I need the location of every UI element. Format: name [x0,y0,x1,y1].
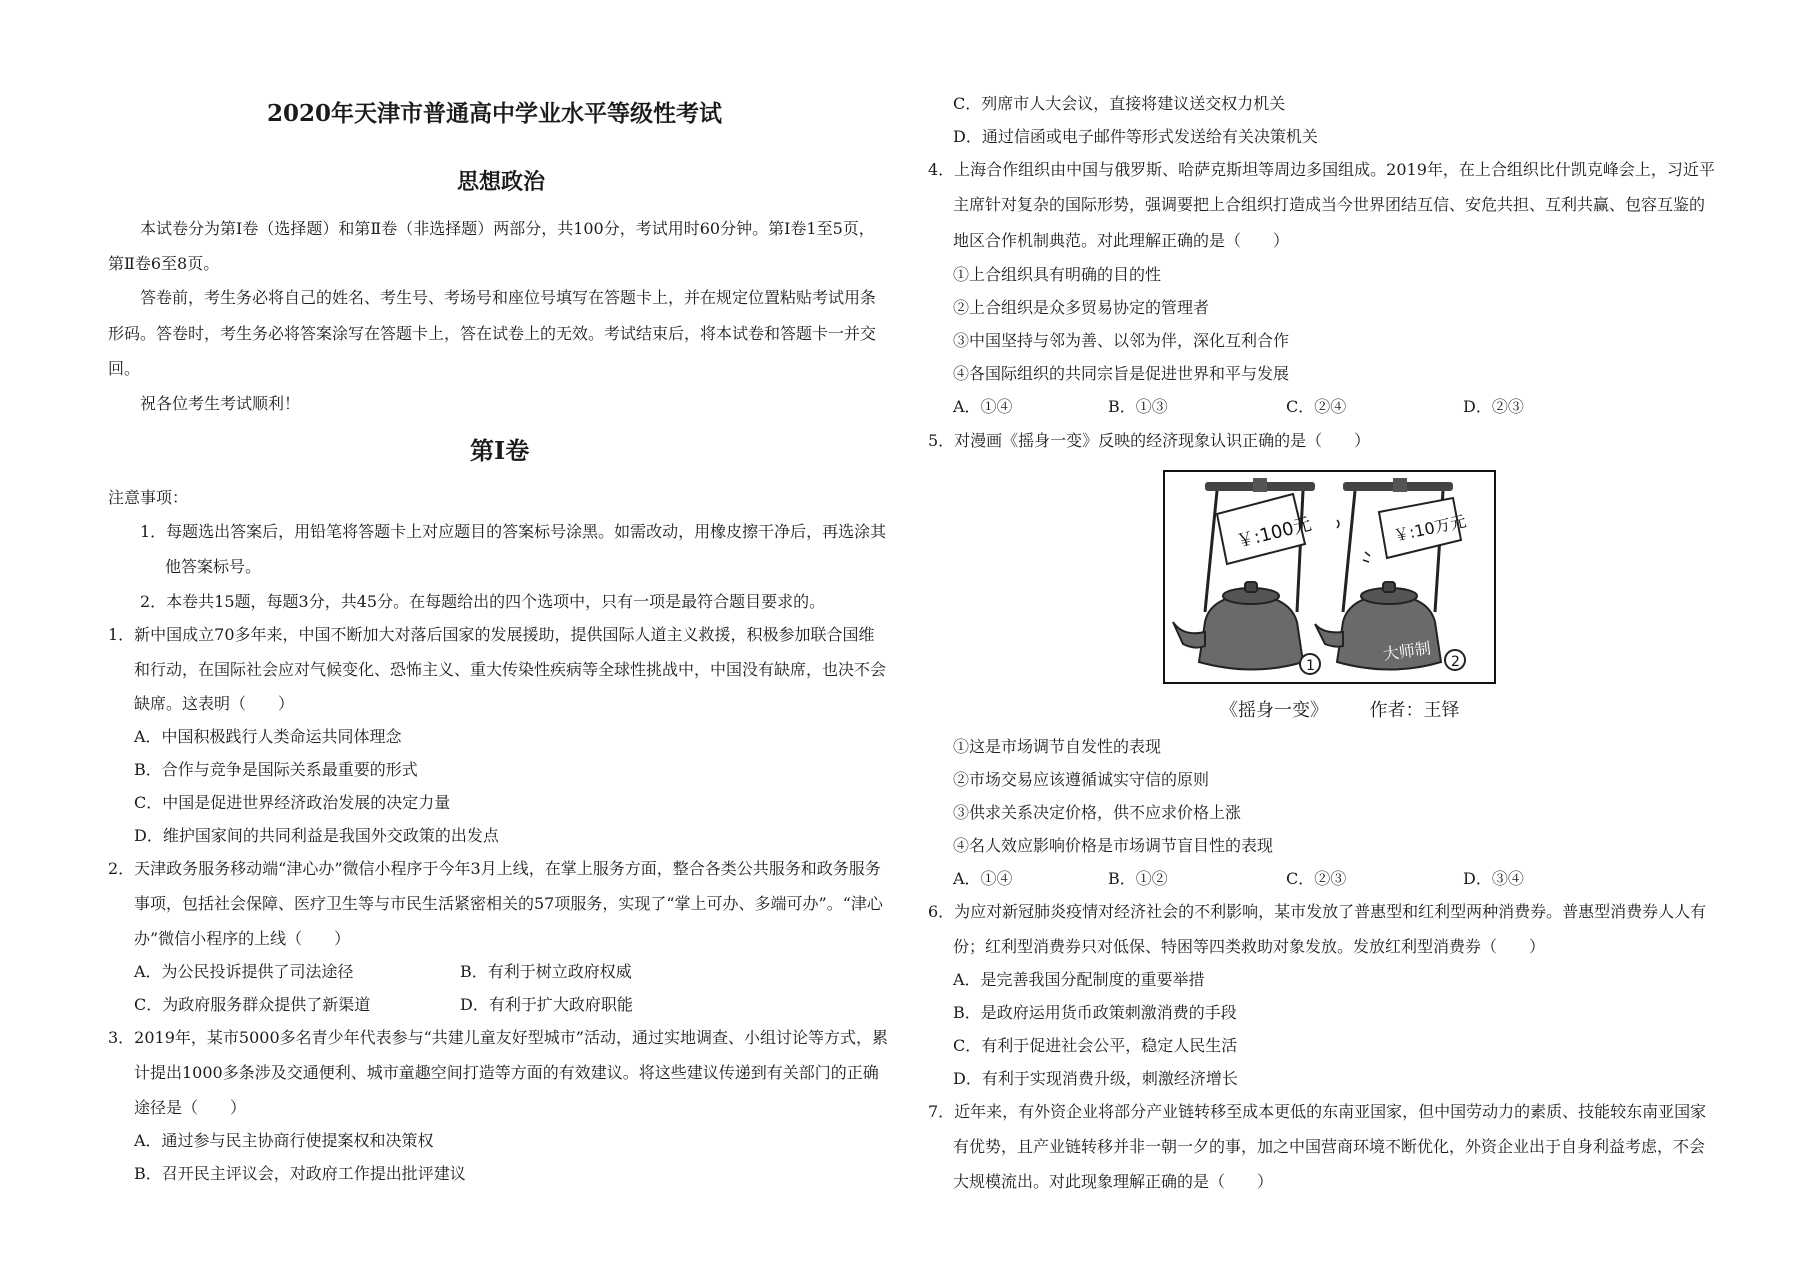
intro-paragraph-2-line-2: 形码。答卷时，考生务必将答案涂写在答题卡上，答在试卷上的无效。考试结束后，将本试卷和答题卡一并交 [108,324,877,343]
q2-option-c: C．为政府服务群众提供了新渠道 [134,995,371,1014]
q3-stem-line-3: 途径是（ ） [134,1098,247,1117]
q7-stem-line-2: 有优势，且产业链转移并非一朝一夕的事，加之中国营商环境不断优化，外资企业出于自身利益考虑，不会 [953,1137,1706,1156]
q5-stem: 5．对漫画《摇身一变》反映的经济现象认识正确的是（ ） [928,431,1371,450]
q1-option-a: A．中国积极践行人类命运共同体理念 [134,727,402,746]
q2-stem-line-1: 2．天津政务服务移动端“津心办”微信小程序于今年3月上线，在掌上服务方面，整合各类公共服务和政务服务 [108,859,881,878]
cartoon-caption-author: 作者：王铎 [1369,700,1460,721]
q4-statement-1: ①上合组织具有明确的目的性 [953,265,1162,284]
q1-stem-line-2: 和行动，在国际社会应对气候变化、恐怖主义、重大传染性疾病等全球性挑战中，中国没有缺席，也决不会 [134,660,887,679]
q3-stem-line-1: 3．2019年，某市5000多名青少年代表参与“共建儿童友好型城市”活动，通过实地调查、小组讨论等方式，累 [108,1028,888,1047]
q4-option-a: A．①④ [953,397,1013,416]
q5-option-d: D．③④ [1463,869,1524,888]
section-1-title: 第Ⅰ卷 [470,436,530,465]
q7-stem-line-1: 7．近年来，有外资企业将部分产业链转移至成本更低的东南亚国家，但中国劳动力的素质、技能较东南亚国家 [928,1102,1707,1121]
q4-stem-line-2: 主席针对复杂的国际形势，强调要把上合组织打造成当今世界团结互信、安危共担、互利共赢、包容互鉴的 [953,195,1706,214]
q2-option-d: D．有利于扩大政府职能 [460,995,633,1014]
intro-paragraph-1-line-2: 第Ⅱ卷6至8页。 [108,254,220,273]
q4-stem-line-1: 4．上海合作组织由中国与俄罗斯、哈萨克斯坦等周边多国组成。2019年，在上合组织比什凯克峰会上，习近平 [928,160,1715,179]
master-made-label: 大师制 [1381,638,1433,664]
q6-stem-line-2: 份；红利型消费券只对低保、特困等四类救助对象发放。发放红利型消费券（ ） [953,937,1546,956]
q3-option-c: C．列席市人大会议，直接将建议送交权力机关 [953,94,1286,113]
q4-statement-4: ④各国际组织的共同宗旨是促进世界和平与发展 [953,364,1290,383]
q2-option-a: A．为公民投诉提供了司法途径 [134,962,354,981]
q3-option-d: D．通过信函或电子邮件等形式发送给有关决策机关 [953,127,1318,146]
q6-option-d: D．有利于实现消费升级，刺激经济增长 [953,1069,1238,1088]
q4-option-d: D．②③ [1463,397,1524,416]
intro-paragraph-2-line-1: 答卷前，考生务必将自己的姓名、考生号、考场号和座位号填写在答题卡上，并在规定位置粘贴考试用条 [140,288,877,307]
q2-option-b: B．有利于树立政府权威 [460,962,632,981]
q6-option-c: C．有利于促进社会公平，稳定人民生活 [953,1036,1238,1055]
subject-title: 思想政治 [457,169,546,195]
price-tag-2: ￥:10万元 [1391,511,1468,546]
q5-statement-1: ①这是市场调节自发性的表现 [953,737,1162,756]
q5-statement-2: ②市场交易应该遵循诚实守信的原则 [953,770,1210,789]
q4-statement-3: ③中国坚持与邻为善、以邻为伴，深化互利合作 [953,331,1290,350]
q4-option-c: C．②④ [1286,397,1347,416]
cartoon-image [1163,470,1496,684]
q5-option-a: A．①④ [953,869,1013,888]
intro-paragraph-2-line-3: 回。 [108,359,141,378]
q1-option-b: B．合作与竞争是国际关系最重要的形式 [134,760,418,779]
kettle-number-1: 1 [1306,658,1315,674]
q3-option-a: A．通过参与民主协商行使提案权和决策权 [134,1131,434,1150]
q2-stem-line-2: 事项，包括社会保障、医疗卫生等与市民生活紧密相关的57项服务，实现了“掌上可办、多端可办”。“津心 [134,894,883,913]
q1-option-d: D．维护国家间的共同利益是我国外交政策的出发点 [134,826,499,845]
q1-option-c: C．中国是促进世界经济政治发展的决定力量 [134,793,451,812]
intro-paragraph-3: 祝各位考生考试顺利！ [140,394,301,413]
q3-stem-line-2: 计提出1000多条涉及交通便利、城市童趣空间打造等方面的有效建议。将这些建议传递到有关部门的正确 [134,1063,879,1082]
cartoon-caption-title: 《摇身一变》 [1220,700,1328,721]
q2-stem-line-3: 办”微信小程序的上线（ ） [134,929,351,948]
notice-label: 注意事项： [108,488,189,507]
q5-option-c: C．②③ [1286,869,1347,888]
q6-option-b: B．是政府运用货币政策刺激消费的手段 [953,1003,1237,1022]
q5-statement-4: ④名人效应影响价格是市场调节盲目性的表现 [953,836,1274,855]
notice-1-line-1: 1．每题选出答案后，用铅笔将答题卡上对应题目的答案标号涂黑。如需改动，用橡皮擦干净后，再选涂其 [140,522,887,541]
notice-2: 2．本卷共15题，每题3分，共45分。在每题给出的四个选项中，只有一项是最符合题目要求的。 [140,592,826,611]
q7-stem-line-3: 大规模流出。对此现象理解正确的是（ ） [953,1172,1274,1191]
price-tag-1: ￥:100元 [1234,513,1314,553]
q6-stem-line-1: 6．为应对新冠肺炎疫情对经济社会的不利影响，某市发放了普惠型和红利型两种消费券。普惠型消费券人人有 [928,902,1707,921]
q4-statement-2: ②上合组织是众多贸易协定的管理者 [953,298,1210,317]
q4-stem-line-3: 地区合作机制典范。对此理解正确的是（ ） [953,231,1290,250]
q3-option-b: B．召开民主评议会，对政府工作提出批评建议 [134,1164,466,1183]
notice-1-line-2: 他答案标号。 [165,557,262,576]
q5-statement-3: ③供求关系决定价格，供不应求价格上涨 [953,803,1242,822]
q5-option-b: B．①② [1108,869,1168,888]
q1-stem-line-1: 1．新中国成立70多年来，中国不断加大对落后国家的发展援助，提供国际人道主义救援，积极参加联合国维 [108,625,875,644]
cartoon-caption [1220,700,1459,722]
kettle-number-2: 2 [1451,654,1460,670]
cartoon-illustration [1165,472,1494,682]
intro-paragraph-1-line-1: 本试卷分为第Ⅰ卷（选择题）和第Ⅱ卷（非选择题）两部分，共100分，考试用时60分钟。第Ⅰ卷1至5页， [140,219,875,238]
exam-title: 2020年天津市普通高中学业水平等级性考试 [267,100,723,127]
q6-option-a: A．是完善我国分配制度的重要举措 [953,970,1205,989]
q4-option-b: B．①③ [1108,397,1168,416]
q1-stem-line-3: 缺席。这表明（ ） [134,694,295,713]
